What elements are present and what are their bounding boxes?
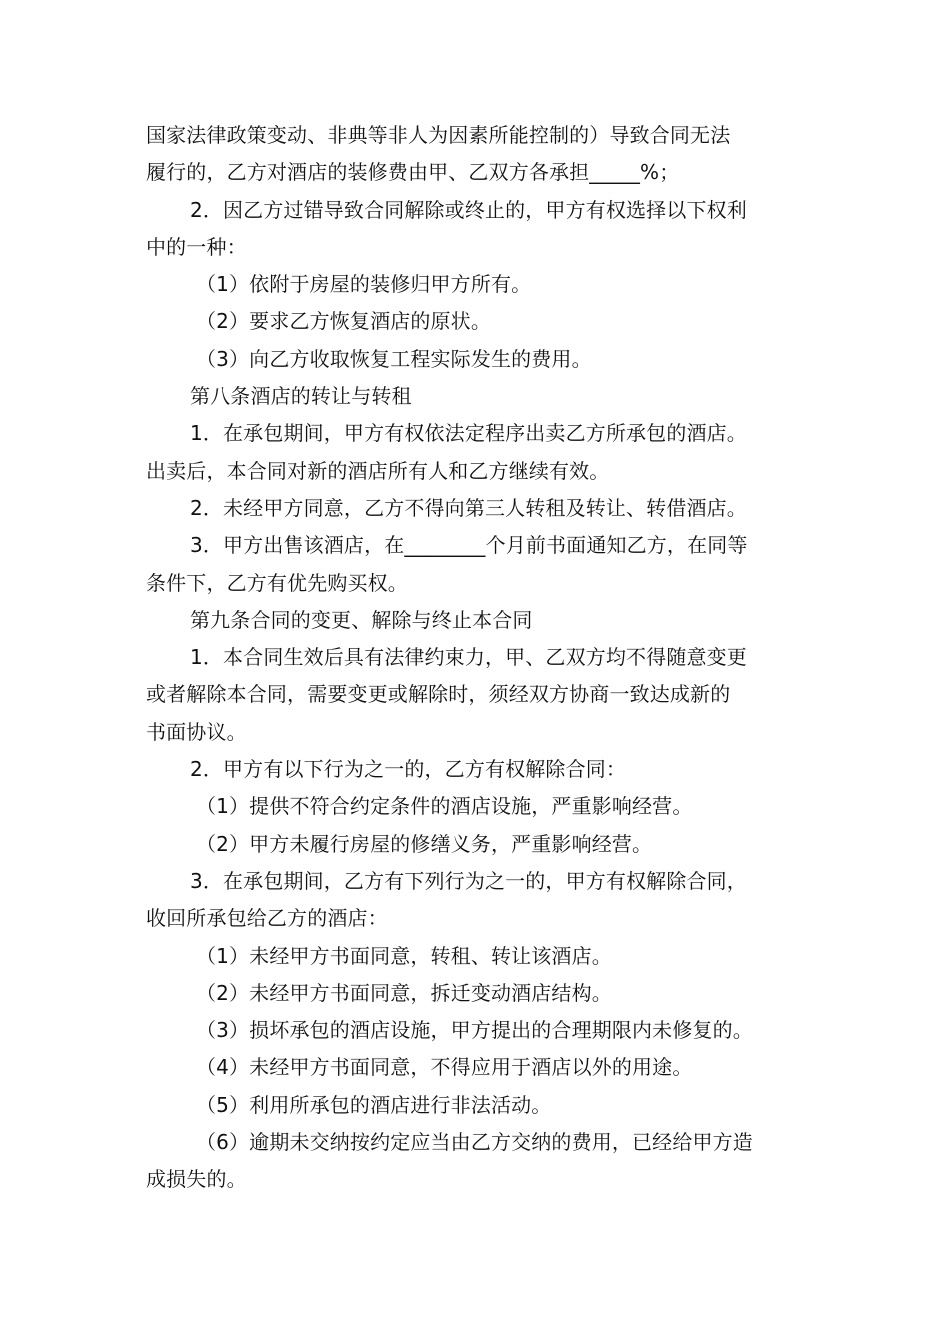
text-line: （4）未经甲方书面同意，不得应用于酒店以外的用途。 [196, 1055, 693, 1080]
text-line: 2．未经甲方同意，乙方不得向第三人转租及转让、转借酒店。 [190, 495, 747, 520]
section-heading: 第九条合同的变更、解除与终止本合同 [190, 607, 533, 632]
text-line: 中的一种： [146, 234, 247, 259]
text-line: 履行的，乙方对酒店的装修费由甲、乙双方各承担_____%； [146, 160, 680, 185]
text-line: （3）损坏承包的酒店设施，甲方提出的合理期限内未修复的。 [196, 1018, 753, 1043]
text-line: （5）利用所承包的酒店进行非法活动。 [196, 1092, 552, 1117]
text-line: 1．在承包期间，甲方有权依法定程序出卖乙方所承包的酒店。 [190, 421, 747, 446]
text-line: （2）未经甲方书面同意，拆迁变动酒店结构。 [196, 980, 612, 1005]
text-line: 或者解除本合同，需要变更或解除时，须经双方协商一致达成新的 [146, 682, 731, 707]
text-line: （2）要求乙方恢复酒店的原状。 [196, 309, 491, 334]
text-line: （3）向乙方收取恢复工程实际发生的费用。 [196, 346, 592, 371]
text-line: 出卖后，本合同对新的酒店所有人和乙方继续有效。 [146, 458, 610, 483]
text-line: （2）甲方未履行房屋的修缮义务，严重影响经营。 [196, 831, 653, 856]
text-line: （1）提供不符合约定条件的酒店设施，严重影响经营。 [196, 794, 693, 819]
text-line: 2．甲方有以下行为之一的，乙方有权解除合同： [190, 757, 627, 782]
text-line: 书面协议。 [146, 719, 247, 744]
text-line: 收回所承包给乙方的酒店： [146, 906, 388, 931]
text-line: 3．甲方出售该酒店，在________个月前书面通知乙方，在同等 [190, 533, 748, 558]
text-line: 国家法律政策变动、非典等非人为因素所能控制的）导致合同无法 [146, 123, 731, 147]
text-line: （6）逾期未交纳按约定应当由乙方交纳的费用，已经给甲方造 [196, 1130, 753, 1155]
text-line: （1）未经甲方书面同意，转租、转让该酒店。 [196, 943, 612, 968]
text-line: 1．本合同生效后具有法律约束力，甲、乙双方均不得随意变更 [190, 645, 747, 670]
text-line: （1）依附于房屋的装修归甲方所有。 [196, 272, 532, 297]
text-line: 条件下，乙方有优先购买权。 [146, 570, 408, 595]
text-line: 2．因乙方过错导致合同解除或终止的，甲方有权选择以下权利 [190, 197, 747, 222]
text-line: 3．在承包期间，乙方有下列行为之一的，甲方有权解除合同， [190, 868, 747, 893]
document-body [146, 117, 808, 1199]
text-line: 成损失的。 [146, 1167, 247, 1192]
section-heading: 第八条酒店的转让与转租 [190, 384, 412, 409]
